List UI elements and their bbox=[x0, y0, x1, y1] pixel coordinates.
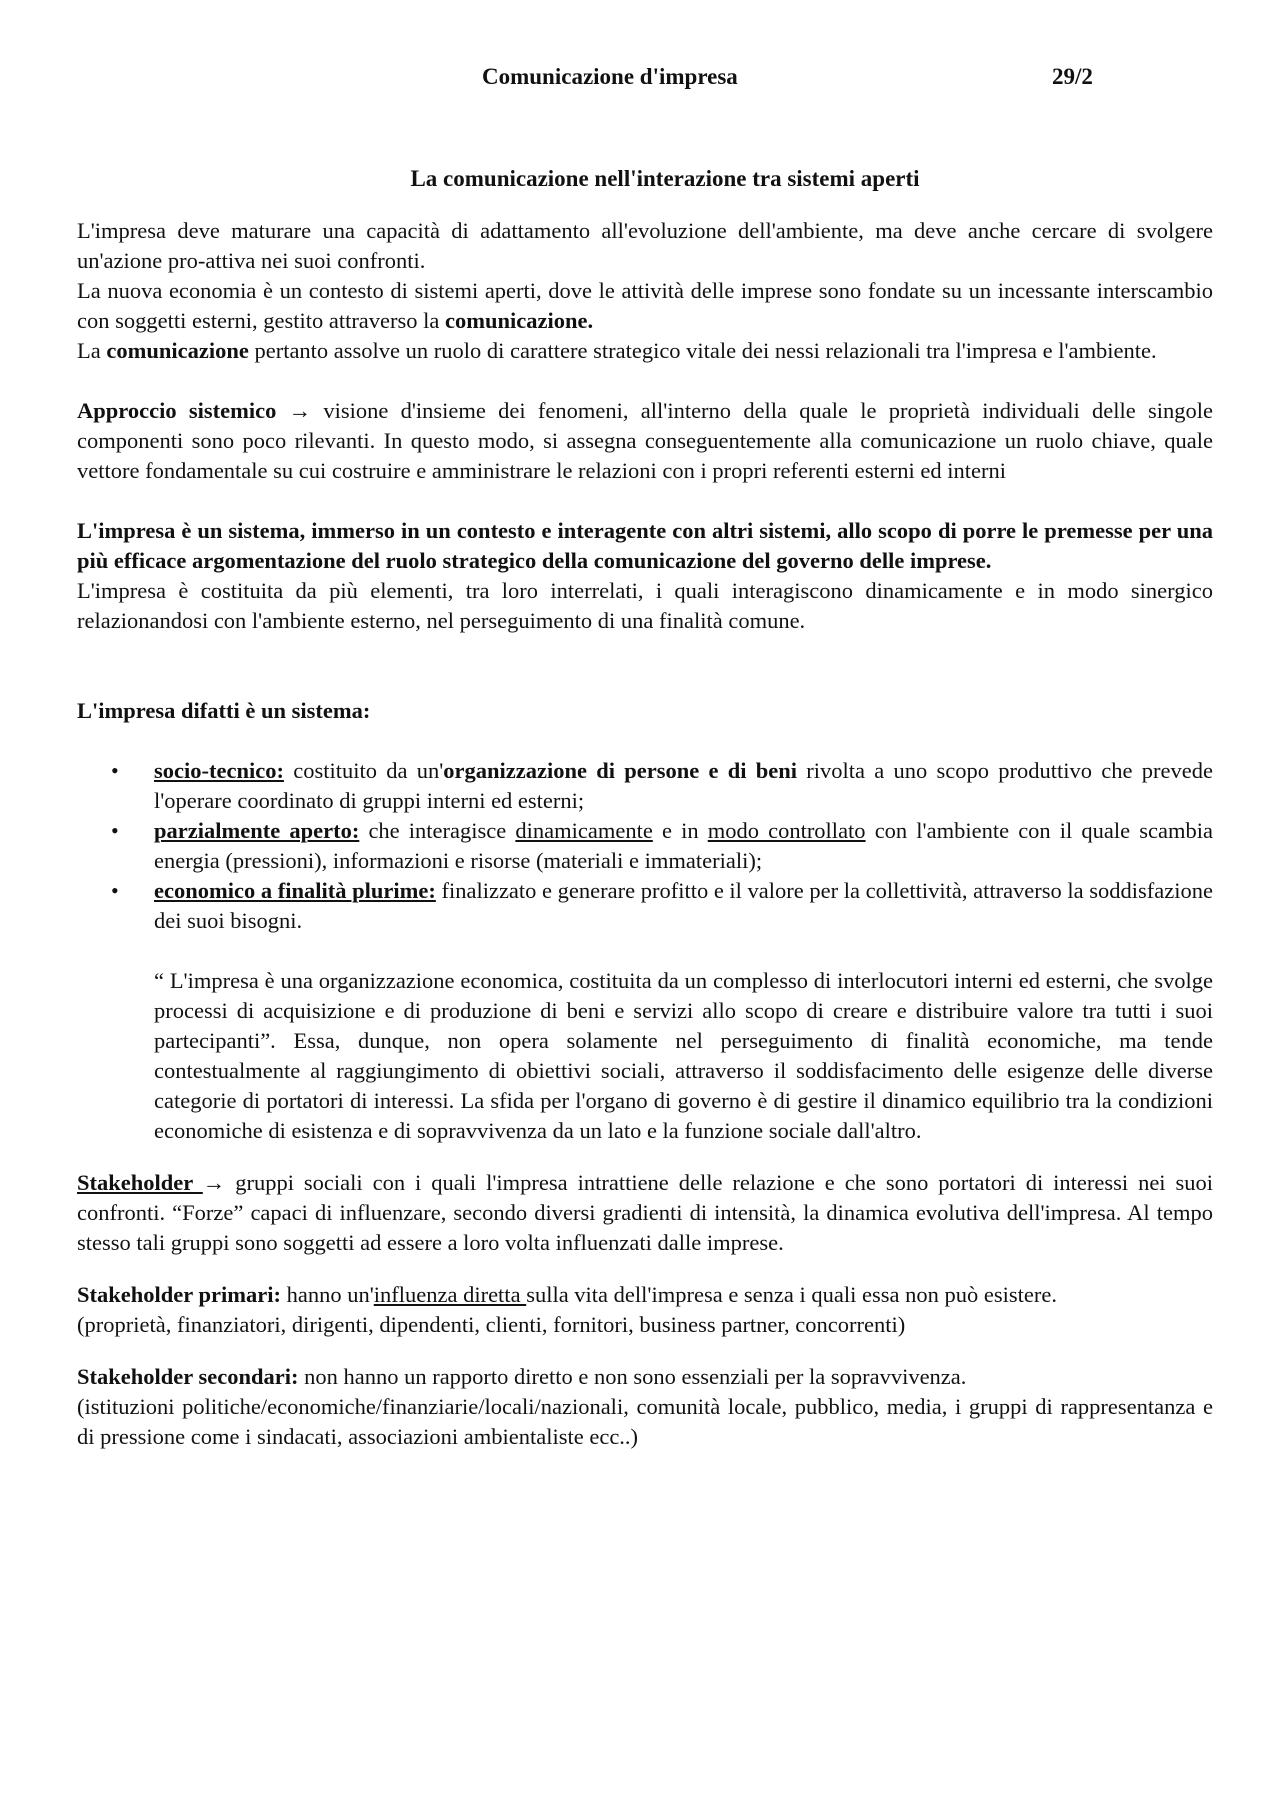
bullet-icon: • bbox=[111, 758, 119, 783]
difatti-heading bbox=[77, 696, 1213, 726]
secondari-section bbox=[77, 1362, 1213, 1452]
intro-paragraph-3 bbox=[77, 336, 1213, 366]
primari-section bbox=[77, 1280, 1213, 1340]
document-title: Comunicazione d'impresa bbox=[482, 64, 738, 89]
system-bullet-list bbox=[77, 756, 1213, 936]
stakeholder-text: gruppi sociali con i quali l'impresa intrattiene delle relazione e che sono portatori di interessi nei suoi confronti. “Forze” capaci di influenzare, secondo diversi gradienti di intensità, la dinamica evolutiva dell'impresa. Al tempo stesso tali gruppi sono soggetti ad essere a loro volta influenzati dalle imprese. bbox=[77, 1170, 1213, 1255]
primari-text: hanno un' bbox=[280, 1282, 374, 1307]
bullet-text: costituito da un' bbox=[283, 758, 444, 783]
section-title: La comunicazione nell'interazione tra sistemi aperti bbox=[410, 166, 920, 191]
bullet-text: finalizzato e generare profitto e il valore per la collettività, attraverso la soddisfazione dei suoi bisogni. bbox=[154, 878, 1213, 933]
intro-section bbox=[77, 216, 1213, 366]
primari-underlined: influenza diretta bbox=[373, 1282, 527, 1307]
bullet-underlined: dinamicamente bbox=[515, 818, 653, 843]
bullet-text: che interagisce bbox=[359, 818, 516, 843]
page-header bbox=[77, 62, 1213, 102]
approccio-paragraph bbox=[77, 396, 1213, 486]
secondari-list: (istituzioni politiche/economiche/finanziarie/locali/nazionali, comunità locale, pubblico, media, i gruppi di rappresentanza e di pressione come i sindacati, associazioni ambientaliste ecc..) bbox=[77, 1394, 1213, 1449]
bullet-icon: • bbox=[111, 878, 119, 903]
intro-p3-post: pertanto assolve un ruolo di carattere strategico vitale dei nessi relazionali tra l'impresa e l'ambiente. bbox=[248, 338, 1157, 363]
primari-term: Stakeholder primari: bbox=[77, 1282, 281, 1307]
bullet-bold: organizzazione di persone e di beni bbox=[443, 758, 798, 783]
secondari-paragraph bbox=[77, 1362, 1213, 1392]
stakeholder-paragraph bbox=[77, 1168, 1213, 1258]
stakeholder-arrow: → bbox=[202, 1170, 236, 1195]
intro-p2-bold: comunicazione. bbox=[445, 308, 594, 333]
bullet-text: con l'ambiente con il quale scambia energia (pressioni), informazioni e risorse (materiali e immateriali); bbox=[154, 818, 1214, 873]
approccio-text: visione d'insieme dei fenomeni, all'interno della quale le proprietà individuali delle singole componenti sono poco rilevanti. In questo modo, si assegna conseguentemente alla comunicazione un ruolo chiave, quale vettore fondamentale su cui costruire e amministrare le relazioni con i propri referenti esterni ed interni bbox=[77, 398, 1214, 483]
sistema-bold-text: L'impresa è un sistema, immerso in un contesto e interagente con altri sistemi, allo scopo di porre le premesse per una più efficace argomentazione del ruolo strategico della comunicazione del governo delle imprese. bbox=[77, 518, 1213, 573]
primari-paragraph bbox=[77, 1280, 1213, 1310]
secondari-text: non hanno un rapporto diretto e non sono essenziali per la sopravvivenza. bbox=[298, 1364, 967, 1389]
bullet-underlined: modo controllato bbox=[707, 818, 866, 843]
document-date: 29/2 bbox=[1052, 64, 1093, 89]
primari-list: (proprietà, finanziatori, dirigenti, dipendenti, clienti, fornitori, business partner, concorrenti) bbox=[77, 1312, 906, 1337]
sistema-bold-paragraph bbox=[77, 516, 1213, 576]
approccio-term: Approccio sistemico bbox=[77, 398, 277, 423]
intro-paragraph-1: L'impresa deve maturare una capacità di adattamento all'evoluzione dell'ambiente, ma deve anche cercare di svolgere un'azione pro-attiva nei suoi confronti. bbox=[77, 218, 1213, 273]
bullet-term: parzialmente aperto: bbox=[154, 818, 360, 843]
primari-text: sulla vita dell'impresa e senza i quali essa non può esistere. bbox=[526, 1282, 1057, 1307]
list-item bbox=[111, 876, 1213, 936]
secondari-term: Stakeholder secondari: bbox=[77, 1364, 299, 1389]
stakeholder-term: Stakeholder bbox=[77, 1170, 203, 1195]
intro-p3-bold: comunicazione bbox=[106, 338, 249, 363]
bullet-term: economico a finalità plurime: bbox=[154, 878, 436, 903]
intro-paragraph-2 bbox=[77, 276, 1213, 336]
bullet-term: socio-tecnico: bbox=[154, 758, 284, 783]
list-item bbox=[111, 756, 1213, 816]
sistema-section bbox=[77, 516, 1213, 636]
approccio-arrow: → bbox=[276, 398, 324, 423]
bullet-text: rivolta a uno scopo produttivo che prevede l'operare coordinato di gruppi interni ed esterni; bbox=[154, 758, 1213, 813]
document-page bbox=[77, 62, 1213, 1452]
quote-paragraph: “ L'impresa è una organizzazione economica, costituita da un complesso di interlocutori interni ed esterni, che svolge processi di acquisizione e di produzione di beni e servizi allo scopo di creare e distribuire valore tra tutti i suoi partecipanti”. Essa, dunque, non opera solamente nel perseguimento di finalità economiche, ma tende contestualmente al raggiungimento di obiettivi sociali, attraverso il soddisfacimento delle esigenze delle diverse categorie di portatori di interessi. La sfida per l'organo di governo è di gestire il dinamico equilibrio tra la condizioni economiche di esistenza e di sopravvivenza da un lato e la funzione sociale dall'altro. bbox=[154, 968, 1213, 1143]
list-item bbox=[111, 816, 1214, 876]
intro-p2-text: La nuova economia è un contesto di sistemi aperti, dove le attività delle imprese sono fondate su un incessante interscambio con soggetti esterni, gestito attraverso la bbox=[77, 278, 1213, 333]
intro-p3-pre: La bbox=[77, 338, 107, 363]
bullet-text: e in bbox=[652, 818, 708, 843]
sistema-paragraph: L'impresa è costituita da più elementi, tra loro interrelati, i quali interagiscono dinamicamente e in modo sinergico relazionandosi con l'ambiente esterno, nel perseguimento di una finalità comune. bbox=[77, 578, 1213, 633]
difatti-heading-text: L'impresa difatti è un sistema: bbox=[77, 698, 371, 723]
bullet-icon: • bbox=[111, 818, 119, 843]
